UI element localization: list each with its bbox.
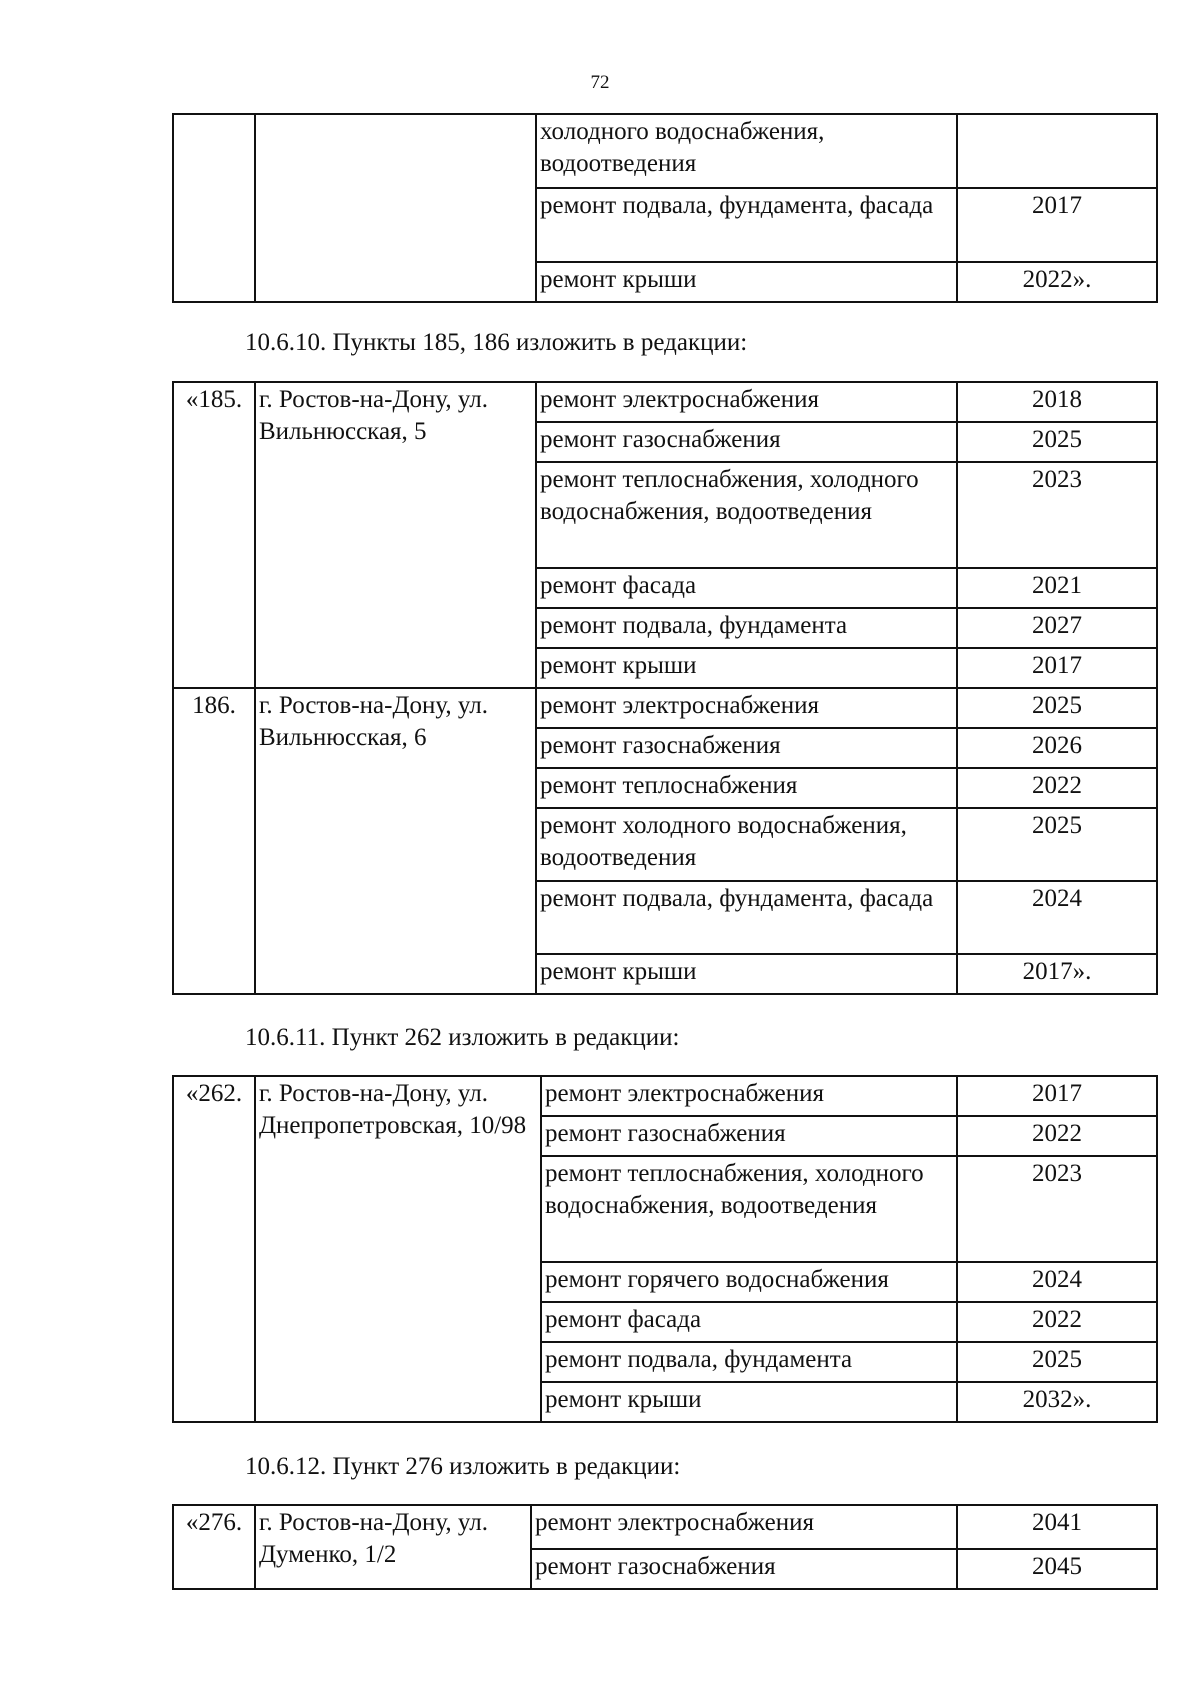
work-cell: ремонт теплоснабжения, холодного водоснабжения, водоотведения bbox=[541, 1156, 957, 1262]
paragraph-10-6-10: 10.6.10. Пункты 185, 186 изложить в редакции: bbox=[245, 329, 748, 356]
work-cell: ремонт крыши bbox=[541, 1382, 957, 1422]
table-row bbox=[173, 1076, 1157, 1116]
work-cell: ремонт электроснабжения bbox=[531, 1505, 957, 1549]
year-cell: 2017». bbox=[957, 954, 1157, 994]
year-cell: 2017 bbox=[957, 188, 1157, 262]
table-row bbox=[173, 114, 1157, 188]
year-cell: 2021 bbox=[957, 568, 1157, 608]
item-number-cell: «276. bbox=[173, 1505, 255, 1589]
table-row bbox=[173, 688, 1157, 728]
year-cell: 2023 bbox=[957, 462, 1157, 568]
table-row bbox=[173, 1505, 1157, 1549]
table-items-185-186 bbox=[172, 381, 1158, 995]
year-cell: 2023 bbox=[957, 1156, 1157, 1262]
table-item-262 bbox=[172, 1075, 1158, 1423]
work-cell: ремонт холодного водоснабжения, водоотведения bbox=[536, 808, 957, 881]
work-cell: ремонт газоснабжения bbox=[531, 1549, 957, 1589]
year-cell: 2024 bbox=[957, 881, 1157, 954]
year-cell: 2017 bbox=[957, 648, 1157, 688]
year-cell: 2022 bbox=[957, 1302, 1157, 1342]
year-cell: 2022 bbox=[957, 768, 1157, 808]
year-cell: 2022». bbox=[957, 262, 1157, 302]
year-cell: 2045 bbox=[957, 1549, 1157, 1589]
address-cell: г. Ростов-на-Дону, ул. Думенко, 1/2 bbox=[255, 1505, 531, 1589]
work-cell: ремонт электроснабжения bbox=[541, 1076, 957, 1116]
address-cell: г. Ростов-на-Дону, ул. Днепропетровская, 10/98 bbox=[255, 1076, 541, 1422]
table-row bbox=[173, 382, 1157, 422]
work-cell: ремонт крыши bbox=[536, 648, 957, 688]
item-number-cell: «262. bbox=[173, 1076, 255, 1422]
year-cell: 2032». bbox=[957, 1382, 1157, 1422]
work-cell: ремонт теплоснабжения bbox=[536, 768, 957, 808]
work-cell: ремонт газоснабжения bbox=[536, 422, 957, 462]
work-cell: ремонт фасада bbox=[541, 1302, 957, 1342]
address-cell bbox=[255, 114, 536, 302]
year-cell: 2022 bbox=[957, 1116, 1157, 1156]
work-cell: ремонт крыши bbox=[536, 954, 957, 994]
table-item-276 bbox=[172, 1504, 1158, 1590]
work-cell: ремонт подвала, фундамента bbox=[541, 1342, 957, 1382]
item-number-cell: «185. bbox=[173, 382, 255, 688]
year-cell: 2017 bbox=[957, 1076, 1157, 1116]
work-cell: ремонт подвала, фундамента, фасада bbox=[536, 188, 957, 262]
year-cell bbox=[957, 114, 1157, 188]
year-cell: 2025 bbox=[957, 1342, 1157, 1382]
work-cell: ремонт электроснабжения bbox=[536, 382, 957, 422]
work-cell: ремонт горячего водоснабжения bbox=[541, 1262, 957, 1302]
work-cell: ремонт теплоснабжения, холодного водоснабжения, водоотведения bbox=[536, 462, 957, 568]
year-cell: 2041 bbox=[957, 1505, 1157, 1549]
item-number-cell: 186. bbox=[173, 688, 255, 994]
table-continuation bbox=[172, 113, 1158, 303]
year-cell: 2025 bbox=[957, 422, 1157, 462]
work-cell: ремонт электроснабжения bbox=[536, 688, 957, 728]
work-cell: ремонт подвала, фундамента bbox=[536, 608, 957, 648]
year-cell: 2024 bbox=[957, 1262, 1157, 1302]
paragraph-10-6-12: 10.6.12. Пункт 276 изложить в редакции: bbox=[245, 1453, 681, 1480]
work-cell: холодного водоснабжения, водоотведения bbox=[536, 114, 957, 188]
row-number-cell bbox=[173, 114, 255, 302]
year-cell: 2025 bbox=[957, 808, 1157, 881]
work-cell: ремонт фасада bbox=[536, 568, 957, 608]
year-cell: 2027 bbox=[957, 608, 1157, 648]
year-cell: 2026 bbox=[957, 728, 1157, 768]
paragraph-10-6-11: 10.6.11. Пункт 262 изложить в редакции: bbox=[245, 1024, 680, 1051]
address-cell: г. Ростов-на-Дону, ул. Вильнюсская, 5 bbox=[255, 382, 536, 688]
address-cell: г. Ростов-на-Дону, ул. Вильнюсская, 6 bbox=[255, 688, 536, 994]
work-cell: ремонт газоснабжения bbox=[541, 1116, 957, 1156]
year-cell: 2025 bbox=[957, 688, 1157, 728]
work-cell: ремонт крыши bbox=[536, 262, 957, 302]
work-cell: ремонт газоснабжения bbox=[536, 728, 957, 768]
work-cell: ремонт подвала, фундамента, фасада bbox=[536, 881, 957, 954]
year-cell: 2018 bbox=[957, 382, 1157, 422]
page-number: 72 bbox=[590, 72, 610, 93]
